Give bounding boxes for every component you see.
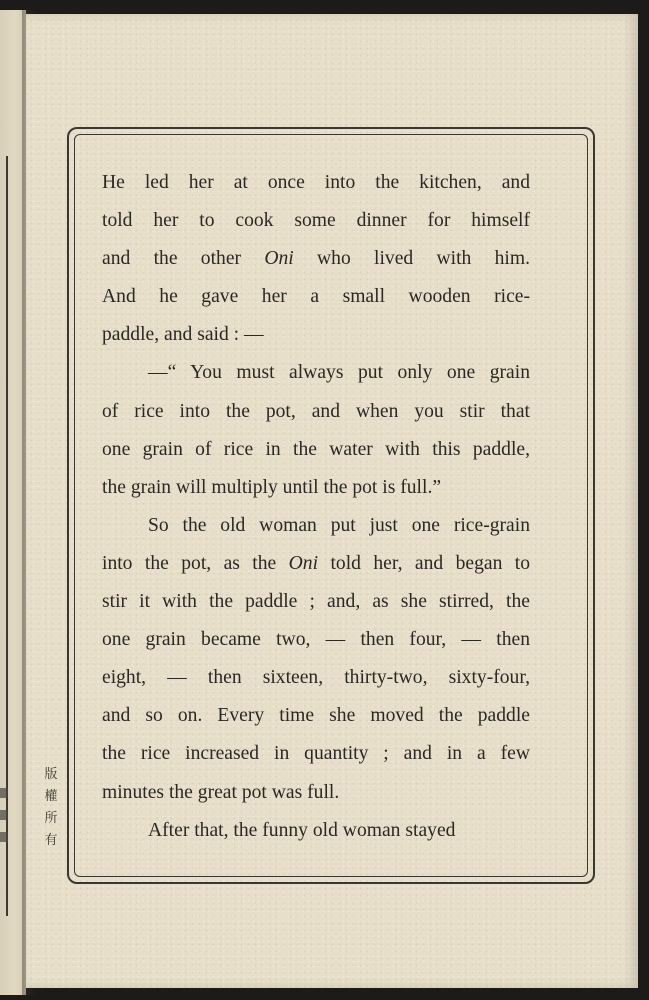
text-line: the rice increased in quantity ; and in a few (102, 743, 530, 765)
text-run: and the other (102, 248, 265, 270)
oni-italic: Oni (264, 248, 294, 270)
text-line: the grain will multiply until the pot is full.” (102, 476, 442, 498)
facing-page-frame-line (0, 156, 8, 916)
text-line: of rice into the pot, and when you stir that (102, 400, 530, 422)
oni-italic: Oni (288, 552, 319, 574)
facing-page-glyph-fragment (0, 810, 8, 820)
copyright-char: 所 (44, 811, 58, 826)
text-line: And he gave her a small wooden rice- (102, 286, 530, 308)
copyright-mark (40, 764, 62, 852)
text-line: and so on. Every time she moved the paddle (102, 705, 530, 727)
text-line: After that, the funny old woman stayed (148, 819, 456, 841)
text-line: minutes the great pot was full. (102, 781, 340, 803)
text-line: one grain became two, — then four, — then (102, 629, 530, 651)
text-line: —“ You must always put only one grain (148, 362, 530, 384)
text-run: who lived with him. (293, 248, 530, 270)
text-line: eight, — then sixteen, thirty-two, sixty-four, (102, 667, 530, 689)
text-line: paddle, and said : — (102, 324, 264, 346)
book-page (26, 14, 638, 988)
facing-page-glyph-fragment (0, 788, 8, 798)
text-run: into the pot, as the (102, 552, 289, 574)
copyright-char: 有 (44, 833, 58, 848)
text-line: He led her at once into the kitchen, and (102, 172, 530, 193)
text-line (102, 240, 530, 278)
text-line: So the old woman put just one rice-grain (148, 514, 530, 536)
copyright-char: 版 (44, 767, 58, 782)
copyright-char: 權 (44, 789, 58, 804)
text-line (102, 545, 530, 583)
text-line: told her to cook some dinner for himself (102, 210, 530, 232)
facing-page-glyph-fragment (0, 832, 8, 842)
text-line: stir it with the paddle ; and, as she stirred, the (102, 591, 530, 613)
text-line: one grain of rice in the water with this paddle, (102, 438, 530, 460)
page-body-text (102, 164, 530, 850)
text-run: told her, and began to (318, 552, 531, 574)
